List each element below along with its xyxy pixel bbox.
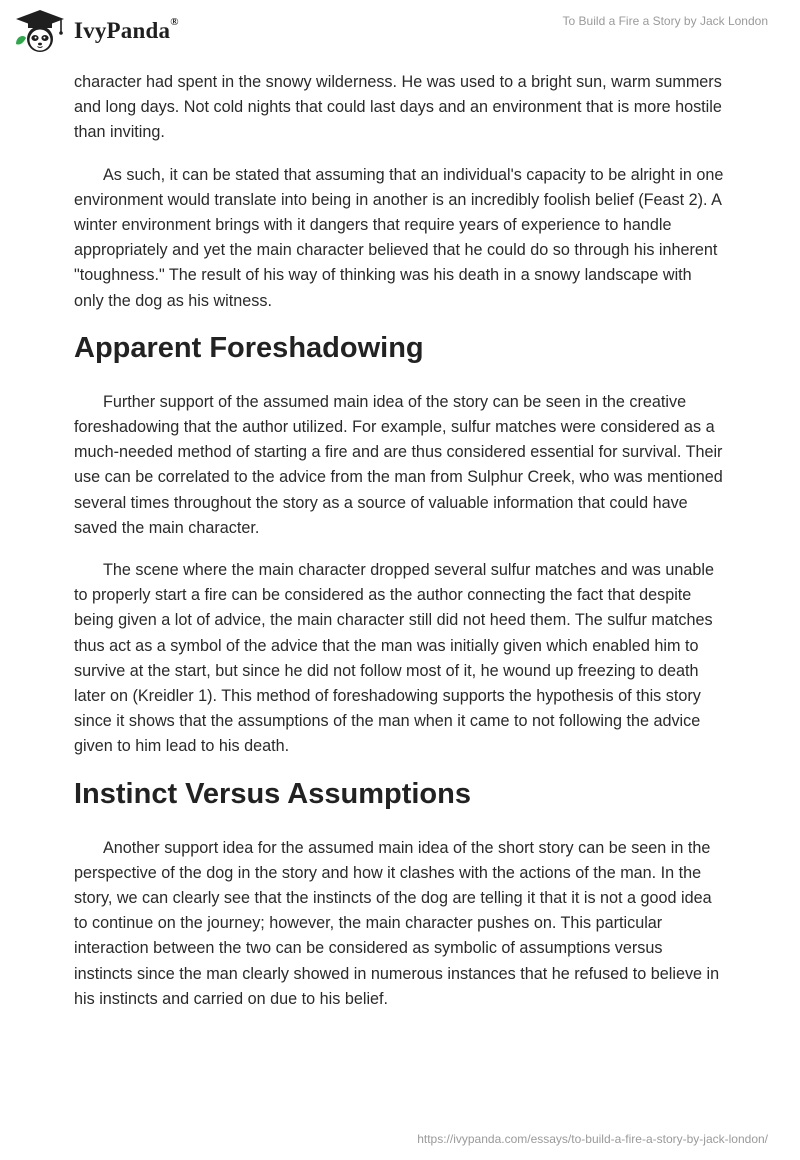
page-header [0, 0, 800, 60]
heading-apparent-foreshadowing: Apparent Foreshadowing [74, 331, 424, 364]
paragraph-3: Further support of the assumed main idea of the story can be seen in the creative foreshadowing that the author utilized. For example, sulfur matches were considered as a much-needed method of starting a fire and are thus considered essential for survival. Their use can be correlated to the advice from the man from Sulphur Creek, who was mentioned several times throughout the story as a source of valuable information that could have saved the main character. [74, 392, 723, 537]
essay-content [74, 70, 724, 1029]
ivypanda-logo[interactable] [12, 8, 179, 54]
registered-mark: ® [170, 16, 179, 28]
paragraph-2: As such, it can be stated that assuming that an individual's capacity to be alright in one environment would translate into being in another is an incredibly foolish belief (Feast 2). A winter environment brings with it dangers that require years of experience to handle appropriately and yet the main character believed that he could do so through his inherent "toughness." The result of his way of thinking was his death in a snowy landscape with only the dog as his witness. [74, 165, 724, 310]
logo-wordmark: IvyPanda® [74, 16, 179, 43]
paragraph-4: The scene where the main character dropped several sulfur matches and was unable to properly start a fire can be considered as the author connecting the fact that despite being given a lot of advice, the main character still did not heed them. The sulfur matches thus act as a symbol of the advice that the man was initially given which enabled him to survive at the start, but since he did not follow most of it, he wound up freezing to death later on (Kreidler 1). This method of foreshadowing supports the hypothesis of this story since it shows that the assumptions of the man when it came to not following the advice given to him lead to his death. [74, 561, 714, 756]
paragraph-5: Another support idea for the assumed main idea of the short story can be seen in the perspective of the dog in the story and how it clashes with the actions of the man. In the story, we can clearly see that the instincts of the dog are telling it that it is not a good idea to continue on the journey; however, the main character pushes on. This particular interaction between the two can be considered as symbolic of assumptions versus instincts since the man clearly showed in numerous instances that he refused to believe in his instincts and carried on due to his belief. [74, 838, 720, 1008]
document-title: To Build a Fire a Story by Jack London [562, 14, 768, 28]
panda-graduate-logo-icon [12, 8, 68, 54]
footer-url-link[interactable]: https://ivypanda.com/essays/to-build-a-fire-a-story-by-jack-london/ [417, 1132, 768, 1146]
paragraph-1: character had spent in the snowy wilderness. He was used to a bright sun, warm summers and long days. Not cold nights that could last days and an environment that is more hostile than inviting. [74, 73, 722, 142]
heading-instinct-versus-assumptions: Instinct Versus Assumptions [74, 777, 471, 810]
